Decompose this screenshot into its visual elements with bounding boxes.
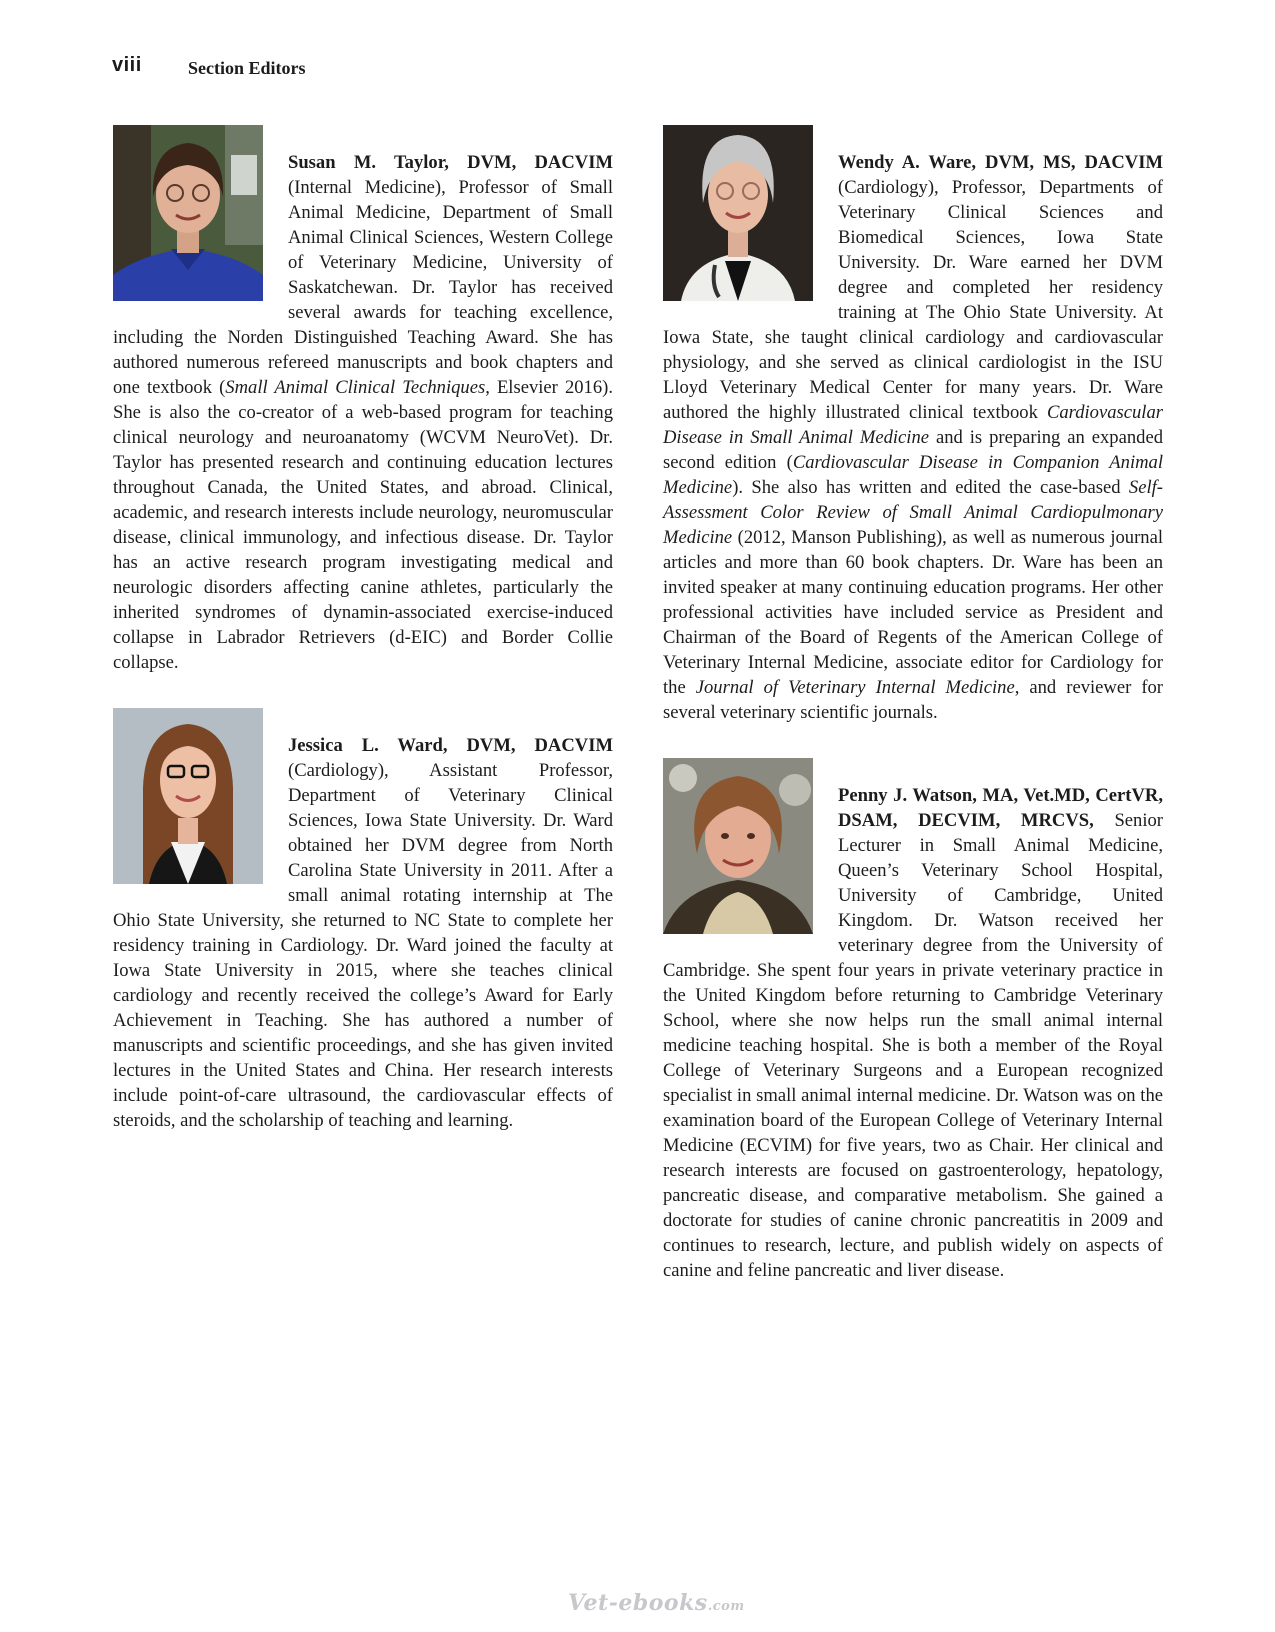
left-column xyxy=(113,125,613,1133)
right-column xyxy=(663,125,1163,1283)
photo-susan-taylor xyxy=(113,125,263,301)
running-head xyxy=(112,54,306,84)
editor-bio-watson xyxy=(663,758,1163,1283)
journal-title: Journal of Veterinary Internal Medicine xyxy=(695,677,1015,698)
editor-bio-taylor xyxy=(113,125,613,675)
section-title: Section Editors xyxy=(188,58,306,78)
editor-name: Susan M. Taylor, DVM, DACVIM xyxy=(288,152,613,173)
watermark-logo xyxy=(568,1590,745,1616)
editor-bio-ware xyxy=(663,125,1163,725)
watermark-suffix: .com xyxy=(707,1599,745,1614)
book-title: Small Animal Clinical Techniques xyxy=(225,377,486,398)
bio-text: (Cardiology), Professor, Departments of Veterinary Clinical Sciences and Biomedical Sciences, Iowa State University. Dr. Ware earned her DVM degree and completed her residency training at The Ohio State University. At Iowa State, she taught clinical cardiology and cardiovascular physiology, and she served as clinical cardiologist in the ISU Lloyd Veterinary Medical Center for many years. Dr. Ware authored the highly illustrated clinical textbook xyxy=(663,177,1163,423)
bio-text: , and reviewer for several veterinary scientific journals. xyxy=(663,677,1163,723)
bio-text: ). She also has written and edited the case-based xyxy=(732,477,1129,498)
photo-wendy-ware xyxy=(663,125,813,301)
photo-jessica-ward xyxy=(113,708,263,884)
book-title: Cardiovascular Disease in Small Animal Medicine xyxy=(663,402,1163,448)
bio-text: , Elsevier 2016). She is also the co-creator of a web-based program for teaching clinical neurology and neuroanatomy (WCVM NeuroVet). Dr. Taylor has presented research and continuing education lectures throughout Canada, the United States, and abroad. Clinical, academic, and research interests include neurology, neuromuscular disease, clinical immunology, and infectious disease. Dr. Taylor has an active research program investigating medical and neurologic disorders affecting canine athletes, particularly the inherited syndromes of dynamin-associated exercise-induced collapse in Labrador Retrievers (d-EIC) and Border Collie collapse. xyxy=(113,377,613,673)
photo-penny-watson xyxy=(663,758,813,934)
book-title: Self-Assessment Color Review of Small Animal Cardiopulmonary Medicine xyxy=(663,477,1163,548)
bio-text: (2012, Manson Publishing), as well as numerous journal articles and more than 60 book chapters. Dr. Ware has been an invited speaker at many continuing education programs. Her other professional activities have included service as President and Chairman of the Board of Regents of the American College of Veterinary Internal Medicine, associate editor for Cardiology for the xyxy=(663,527,1163,698)
bio-text: (Cardiology), Assistant Professor, Department of Veterinary Clinical Sciences, Iowa State University. Dr. Ward obtained her DVM degree from North Carolina State University in 2011. After a small animal rotating internship at The Ohio State University, she returned to NC State to complete her residency training in Cardiology. Dr. Ward joined the faculty at Iowa State University in 2015, where she teaches clinical cardiology and recently received the college’s Award for Early Achievement in Teaching. She has authored a number of manuscripts and scientific proceedings, and she has given invited lectures in the United States and China. Her research interests include point-of-care ultrasound, the cardiovascular effects of steroids, and the scholarship of teaching and learning. xyxy=(113,760,613,1131)
book-title: Cardiovascular Disease in Companion Animal Medicine xyxy=(663,452,1164,498)
editor-name: Penny J. Watson, MA, Vet.MD, CertVR, DSAM, DECVIM, MRCVS, xyxy=(838,785,1163,831)
editor-bio-ward xyxy=(113,708,613,1133)
watermark-text: Vet-ebooks xyxy=(568,1590,708,1616)
bio-text: and is preparing an expanded second edition ( xyxy=(663,427,1163,473)
editor-name: Jessica L. Ward, DVM, DACVIM xyxy=(288,735,613,756)
editor-name: Wendy A. Ware, DVM, MS, DACVIM xyxy=(838,152,1163,173)
bio-text: Senior Lecturer in Small Animal Medicine, Queen’s Veterinary School Hospital, University of Cambridge, United Kingdom. Dr. Watson received her veterinary degree from the University of Cambridge. She spent four years in private veterinary practice in the United Kingdom before returning to Cambridge Veterinary School, where she now helps run the small animal internal medicine teaching hospital. She is both a member of the Royal College of Veterinary Surgeons and a European recognized specialist in small animal internal medicine. Dr. Watson was on the examination board of the European College of Veterinary Internal Medicine (ECVIM) for five years, two as Chair. Her clinical and research interests are focused on gastroenterology, hepatology, pancreatic disease, and comparative metabolism. She gained a doctorate for studies of canine chronic pancreatitis in 2009 and continues to research, lecture, and publish widely on aspects of canine and feline pancreatic and liver disease. xyxy=(663,810,1163,1281)
page-number: viii xyxy=(112,54,142,76)
bio-text: (Internal Medicine), Professor of Small Animal Medicine, Department of Small Animal Clinical Sciences, Western College of Veterinary Medicine, University of Saskatchewan. Dr. Taylor has received several awards for teaching excellence, including the Norden Distinguished Teaching Award. She has authored numerous refereed manuscripts and book chapters and one textbook ( xyxy=(113,177,613,398)
